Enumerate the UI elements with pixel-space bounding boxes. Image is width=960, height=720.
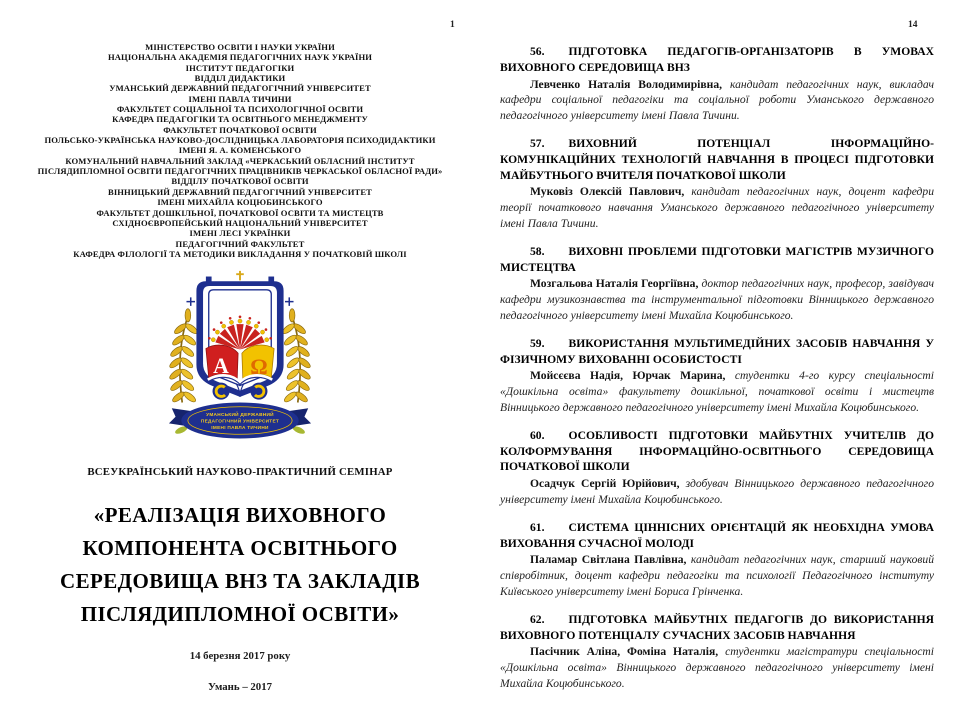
header-line: ПЕДАГОГІЧНИЙ ФАКУЛЬТЕТ bbox=[175, 238, 305, 249]
seminar-title-line: «РЕАЛІЗАЦІЯ ВИХОВНОГО bbox=[93, 503, 387, 528]
program-page bbox=[480, 0, 960, 720]
entry-number: 61. bbox=[530, 520, 545, 534]
entry-title-text: ВИХОВНІ ПРОБЛЕМИ ПІДГОТОВКИ МАГІСТРІВ МУЗИЧНОГО МИСТЕЦТВА bbox=[500, 244, 934, 274]
abstract-entry bbox=[500, 244, 934, 324]
entry-number: 62. bbox=[530, 612, 545, 626]
entry-number: 58. bbox=[530, 244, 545, 258]
entry-number: 60. bbox=[530, 428, 545, 442]
header-line: МІНІСТЕРСТВО ОСВІТИ І НАУКИ УКРАЇНИ bbox=[145, 42, 335, 52]
header-line: ІМЕНІ Я. А. КОМЕНСЬКОГО bbox=[178, 145, 302, 156]
entry-title-text: ПІДГОТОВКА МАЙБУТНІХ ПЕДАГОГІВ ДО ВИКОРИСТАННЯ ВИХОВНОГО ПОТЕНЦІАЛУ СУЧАСНИХ ЗАСОБІВ НАВЧАННЯ bbox=[500, 612, 934, 642]
entry-title bbox=[500, 136, 934, 183]
entry-author bbox=[500, 552, 934, 599]
abstract-entry bbox=[500, 520, 934, 600]
entry-title-text: ВИХОВНИЙ ПОТЕНЦІАЛ ІНФОРМАЦІЙНО-КОМУНІКАЦІЙНИХ ТЕХНОЛОГІЙ НАВЧАННЯ В ПРОЦЕСІ ПІДГОТОВКИ МАЙБУТНЬОГО ВЧИТЕЛЯ ПОЧАТКОВОЇ ШКОЛИ bbox=[500, 136, 934, 182]
event-place: Умань – 2017 bbox=[207, 681, 273, 694]
header-line: КОМУНАЛЬНИЙ НАВЧАЛЬНИЙ ЗАКЛАД «ЧЕРКАСЬКИЙ ОБЛАСНИЙ ІНСТИТУТ bbox=[65, 155, 415, 166]
header-line: ФАКУЛЬТЕТ СОЦІАЛЬНОЇ ТА ПСИХОЛОГІЧНОЇ ОСВІТИ bbox=[116, 104, 364, 115]
entry-title-text: ПІДГОТОВКА ПЕДАГОГІВ-ОРГАНІЗАТОРІВ В УМОВАХ ВИХОВНОГО СЕРЕДОВИЩА ВНЗ bbox=[500, 45, 934, 74]
seminar-title-line: СЕРЕДОВИЩА ВНЗ ТА ЗАКЛАДІВ bbox=[60, 569, 420, 594]
wheat-branch-right-icon bbox=[281, 309, 312, 404]
wheat-branch-left-icon bbox=[168, 309, 199, 404]
entry-title-text: ОСОБЛИВОСТІ ПІДГОТОВКИ МАЙБУТНІХ УЧИТЕЛІВ ДО КОЛФОРМУВАННЯ ІНФОРМАЦІЙНО-ОСВІТНЬОГО СЕРЕДОВИЩА ПОЧАТКОВОЇ ШКОЛИ bbox=[500, 428, 934, 474]
ribbon-text-line: УМАНСЬКИЙ ДЕРЖАВНИЙ bbox=[206, 413, 274, 419]
seminar-title-line: КОМПОНЕНТА ОСВІТНЬОГО bbox=[82, 536, 398, 561]
header-line: ІМЕНІ ЛЕСІ УКРАЇНКИ bbox=[189, 228, 291, 239]
abstract-entry bbox=[500, 612, 934, 692]
author-description: доктор педагогічних наук, професор, завідувач кафедри музикознавства та інструментальної підготовки Вінницького державного педагогічного університету імені Михайла Коцюбинського. bbox=[500, 277, 934, 322]
entry-title bbox=[500, 336, 934, 368]
header-line: УМАНСЬКИЙ ДЕРЖАВНИЙ ПЕДАГОГІЧНИЙ УНІВЕРСИТЕТ bbox=[109, 83, 371, 94]
entry-author bbox=[500, 476, 934, 508]
entry-title bbox=[500, 520, 934, 552]
entry-title-text: ВИКОРИСТАННЯ МУЛЬТИМЕДІЙНИХ ЗАСОБІВ НАВЧАННЯ У ФІЗИЧНОМУ ВИХОВАННІ ОСОБИСТОСТІ bbox=[500, 336, 934, 366]
alpha-letter: А bbox=[213, 354, 229, 379]
university-emblem bbox=[145, 268, 335, 453]
omega-letter: Ω bbox=[250, 355, 268, 380]
institutions-header bbox=[31, 42, 449, 259]
abstract-entry bbox=[500, 428, 934, 508]
finial-cross-icon bbox=[236, 271, 244, 280]
abstract-entry bbox=[500, 336, 934, 416]
entry-author bbox=[500, 276, 934, 323]
abstract-entry bbox=[500, 136, 934, 232]
entry-number: 59. bbox=[530, 336, 545, 350]
header-line: ВІДДІЛ ДИДАКТИКИ bbox=[194, 73, 286, 84]
header-line: СХІДНОЄВРОПЕЙСЬКИЙ НАЦІОНАЛЬНИЙ УНІВЕРСИТЕТ bbox=[112, 217, 368, 228]
entry-author bbox=[500, 77, 934, 124]
header-line: ІМЕНІ ПАВЛА ТИЧИНИ bbox=[188, 93, 292, 104]
header-line: КАФЕДРА ПЕДАГОГІКИ ТА ОСВІТНЬОГО МЕНЕДЖМЕНТУ bbox=[112, 114, 368, 125]
ribbon-text-line: ПЕДАГОГІЧНИЙ УНІВЕРСИТЕТ bbox=[200, 419, 280, 425]
header-line: ФАКУЛЬТЕТ ДОШКІЛЬНОЇ, ПОЧАТКОВОЇ ОСВІТИ ТА МИСТЕЦТВ bbox=[96, 207, 384, 218]
author-description: здобувач Вінницького державного педагогічного університету імені Михайла Коцюбинського. bbox=[500, 477, 934, 506]
header-line: ФАКУЛЬТЕТ ПОЧАТКОВОЇ ОСВІТИ bbox=[163, 124, 317, 135]
author-description: студентки магістратури спеціальності «Дошкільна освіта» Вінницького державного педагогічного університету імені Михайла Коцюбинського. bbox=[500, 645, 934, 690]
entry-title bbox=[500, 428, 934, 475]
entry-author bbox=[500, 644, 934, 691]
abstract-list bbox=[500, 0, 934, 692]
author-name: Паламар Світлана Павлівна, bbox=[530, 553, 687, 567]
author-name: Мойсєєва Надія, Юрчак Марина, bbox=[530, 369, 726, 383]
page-number-right: 14 bbox=[908, 20, 918, 30]
ribbon-banner bbox=[169, 403, 311, 439]
seminar-type: ВСЕУКРАЇНСЬКИЙ НАУКОВО-ПРАКТИЧНИЙ СЕМІНАР bbox=[87, 466, 393, 479]
seminar-title-line: ПІСЛЯДИПЛОМНОЇ ОСВІТИ» bbox=[80, 602, 400, 627]
abstract-entry bbox=[500, 44, 934, 124]
header-line: НАЦІОНАЛЬНА АКАДЕМІЯ ПЕДАГОГІЧНИХ НАУК УКРАЇНИ bbox=[107, 52, 373, 63]
author-description: кандидат педагогічних наук, старший науковий співробітник, доцент кафедри педагогіки та психології Педагогічного інституту Київського університету імені Бориса Грінченка. bbox=[500, 553, 934, 598]
university-emblem-svg bbox=[145, 268, 335, 448]
entry-title bbox=[500, 612, 934, 644]
entry-title bbox=[500, 244, 934, 276]
author-name: Муковіз Олексій Павлович, bbox=[530, 185, 685, 199]
author-name: Мозгальова Наталія Георгіївна, bbox=[530, 277, 699, 291]
header-line: ПІСЛЯДИПЛОМНОЇ ОСВІТИ ПЕДАГОГІЧНИХ ПРАЦІВНИКІВ ЧЕРКАСЬКОЇ ОБЛАСНОЇ РАДИ» bbox=[37, 166, 443, 177]
entry-author bbox=[500, 368, 934, 415]
entry-number: 57. bbox=[530, 136, 545, 150]
author-description: кандидат педагогічних наук, викладач кафедри соціальної педагогіки та соціальної роботи Уманського державного педагогічного університету імені Павла Тичини. bbox=[500, 77, 934, 123]
entry-number: 56. bbox=[530, 45, 545, 58]
header-line: ВІДДІЛУ ПОЧАТКОВОЇ ОСВІТИ bbox=[171, 176, 309, 187]
author-name: Осадчук Сергій Юрійович, bbox=[530, 477, 680, 491]
author-name: Левченко Наталія Володимирівна, bbox=[530, 77, 723, 91]
author-description: студентки 4-го курсу спеціальності «Дошкільна освіта» факультету дошкільної, початкової освіти і мистецтв Вінницького державного педагогічного університету імені Михайла Коцюбинського. bbox=[500, 369, 935, 414]
header-line: ВІННИЦЬКИЙ ДЕРЖАВНИЙ ПЕДАГОГІЧНИЙ УНІВЕРСИТЕТ bbox=[107, 186, 372, 197]
entry-author bbox=[500, 184, 934, 231]
author-description: кандидат педагогічних наук, доцент кафедри теорії початкового навчання Уманського державного педагогічного університету імені Павла Тичини. bbox=[500, 185, 935, 230]
entry-title bbox=[500, 44, 934, 76]
ribbon-text-line: ІМЕНІ ПАВЛА ТИЧИНИ bbox=[211, 426, 269, 432]
header-line: КАФЕДРА ФІЛОЛОГІЇ ТА МЕТОДИКИ ВИКЛАДАННЯ У ПОЧАТКОВІЙ ШКОЛІ bbox=[73, 248, 407, 259]
event-date: 14 березня 2017 року bbox=[189, 650, 291, 663]
entry-title-text: СИСТЕМА ЦІННІСНИХ ОРІЄНТАЦІЙ ЯК НЕОБХІДНА УМОВА ВИХОВАННЯ СУЧАСНОЇ МОЛОДІ bbox=[500, 520, 934, 550]
header-line: ПОЛЬСЬКО-УКРАЇНСЬКА НАУКОВО-ДОСЛІДНИЦЬКА ЛАБОРАТОРІЯ ПСИХОДИДАКТИКИ bbox=[44, 135, 436, 146]
seminar-title bbox=[31, 499, 449, 631]
page-number-left: 1 bbox=[450, 20, 455, 30]
author-name: Пасічник Аліна, Фоміна Наталія, bbox=[530, 645, 719, 659]
header-line: ІНСТИТУТ ПЕДАГОГІКИ bbox=[185, 62, 295, 73]
header-line: ІМЕНІ МИХАЙЛА КОЦЮБИНСЬКОГО bbox=[157, 197, 323, 208]
